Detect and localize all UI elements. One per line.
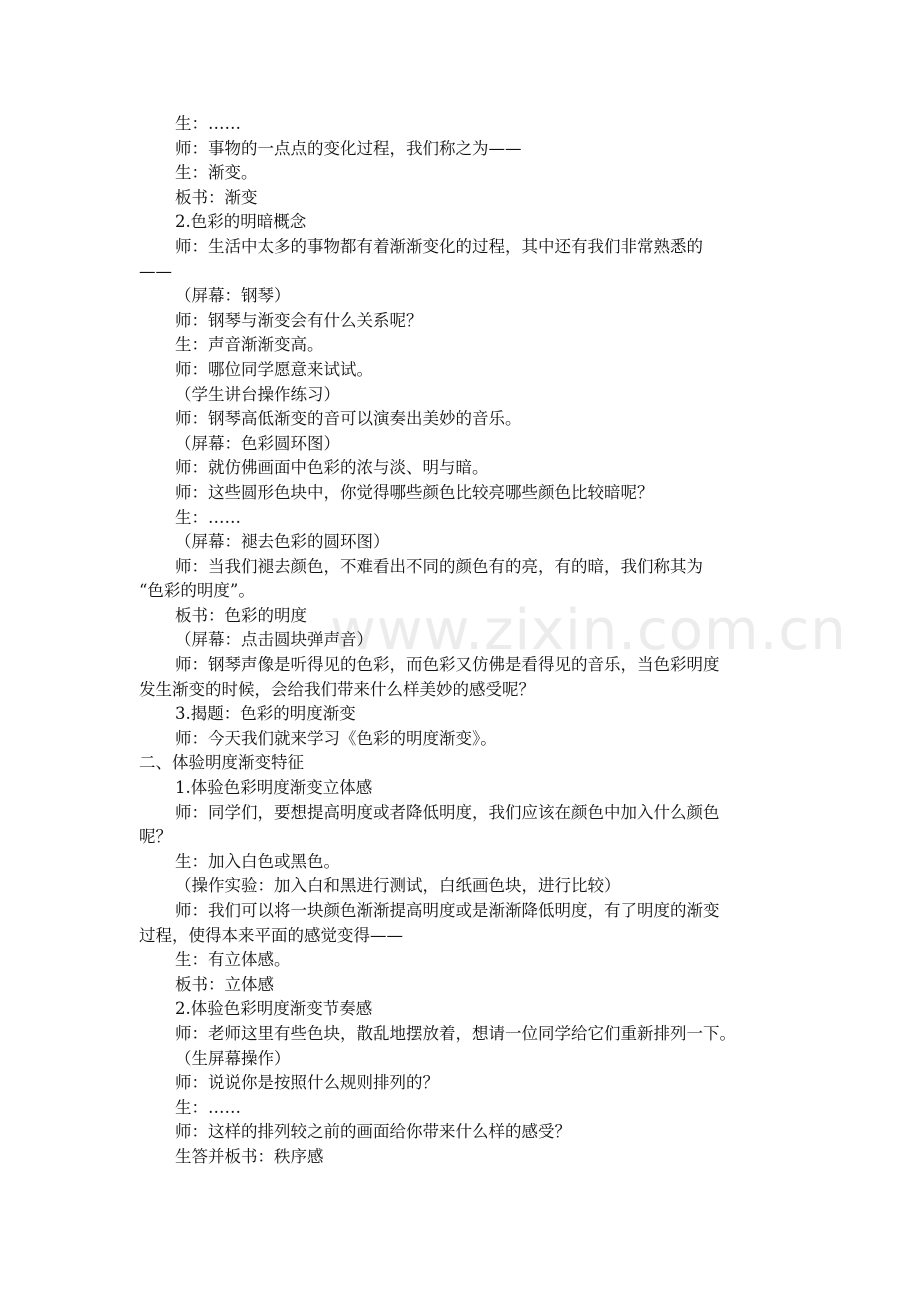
text-line: 师：我们可以将一块颜色渐渐提高明度或是渐渐降低明度，有了明度的渐变 — [175, 901, 720, 920]
text-line: “色彩的明度”。 — [139, 581, 255, 601]
text-line: 呢？ — [139, 827, 172, 847]
text-line: 生：加入白色或黑色。 — [175, 851, 340, 871]
text-line: 师：今天我们就来学习《色彩的明度渐变》。 — [175, 728, 497, 748]
section-heading: 1.体验色彩明度渐变立体感 — [175, 778, 373, 798]
text-line: 师：钢琴与渐变会有什么关系呢？ — [175, 310, 423, 330]
text-line: 师：生活中太多的事物都有着渐渐变化的过程，其中还有我们非常熟悉的 — [175, 236, 703, 256]
text-line: （学生讲台操作练习） — [175, 384, 340, 404]
watermark: www.zixin.com.cn — [330, 598, 847, 663]
text-line: 过程，使得本来平面的感觉变得—— — [139, 925, 403, 945]
text-line: 师：就仿佛画面中色彩的浓与淡、明与暗。 — [175, 458, 489, 478]
section-heading: 3.揭题：色彩的明度渐变 — [175, 704, 356, 724]
text-line: 师：钢琴声像是听得见的色彩，而色彩又仿佛是看得见的音乐，当色彩明度 — [175, 655, 720, 675]
text-line: 师：哪位同学愿意来试试。 — [175, 359, 373, 379]
text-line: 师：说说你是按照什么规则排列的？ — [175, 1073, 439, 1093]
text-line: 师：这些圆形色块中，你觉得哪些颜色比较亮哪些颜色比较暗呢？ — [175, 482, 654, 502]
text-line: 师：当我们褪去颜色，不难看出不同的颜色有的亮，有的暗，我们称其为 — [175, 556, 703, 576]
text-line: 发生渐变的时候，会给我们带来什么样美妙的感受呢？ — [139, 679, 535, 699]
text-line: 生：声音渐渐变高。 — [175, 335, 324, 355]
text-line: （操作实验：加入白和黑进行测试，白纸画色块，进行比较） — [175, 876, 621, 896]
text-line: （屏幕：点击圆块弹声音） — [175, 630, 373, 650]
text-line: 板书：色彩的明度 — [175, 605, 307, 625]
text-line: （屏幕：色彩圆环图） — [175, 433, 340, 453]
text-line: 板书：立体感 — [175, 974, 274, 994]
text-line: 师：事物的一点点的变化过程，我们称之为—— — [175, 138, 522, 158]
text-line: 生：…… — [175, 1097, 241, 1117]
text-line: （生屏幕操作） — [175, 1048, 291, 1068]
text-line: 师：钢琴高低渐变的音可以演奏出美妙的音乐。 — [175, 409, 522, 429]
text-line: 师：同学们，要想提高明度或者降低明度，我们应该在颜色中加入什么颜色 — [175, 802, 720, 822]
text-line: 生：有立体感。 — [175, 950, 291, 970]
text-line: 师：老师这里有些色块，散乱地摆放着，想请一位同学给它们重新排列一下。 — [175, 1023, 736, 1043]
text-line: 板书：渐变 — [175, 187, 258, 207]
text-line: 师：这样的排列较之前的画面给你带来什么样的感受？ — [175, 1122, 571, 1142]
text-line: （屏幕：钢琴） — [175, 286, 291, 306]
text-line: （屏幕：褪去色彩的圆环图） — [175, 532, 390, 552]
text-line: 生答并板书：秩序感 — [175, 1146, 324, 1166]
text-line: 生：…… — [175, 507, 241, 527]
text-line: 生：…… — [175, 114, 241, 133]
section-heading: 2.色彩的明暗概念 — [175, 212, 307, 232]
section-heading: 2.体验色彩明度渐变节奏感 — [175, 999, 373, 1019]
text-line: 生：渐变。 — [175, 163, 258, 183]
document-body — [139, 112, 784, 1170]
section-heading: 二、体验明度渐变特征 — [139, 753, 304, 773]
text-line: —— — [139, 261, 172, 281]
